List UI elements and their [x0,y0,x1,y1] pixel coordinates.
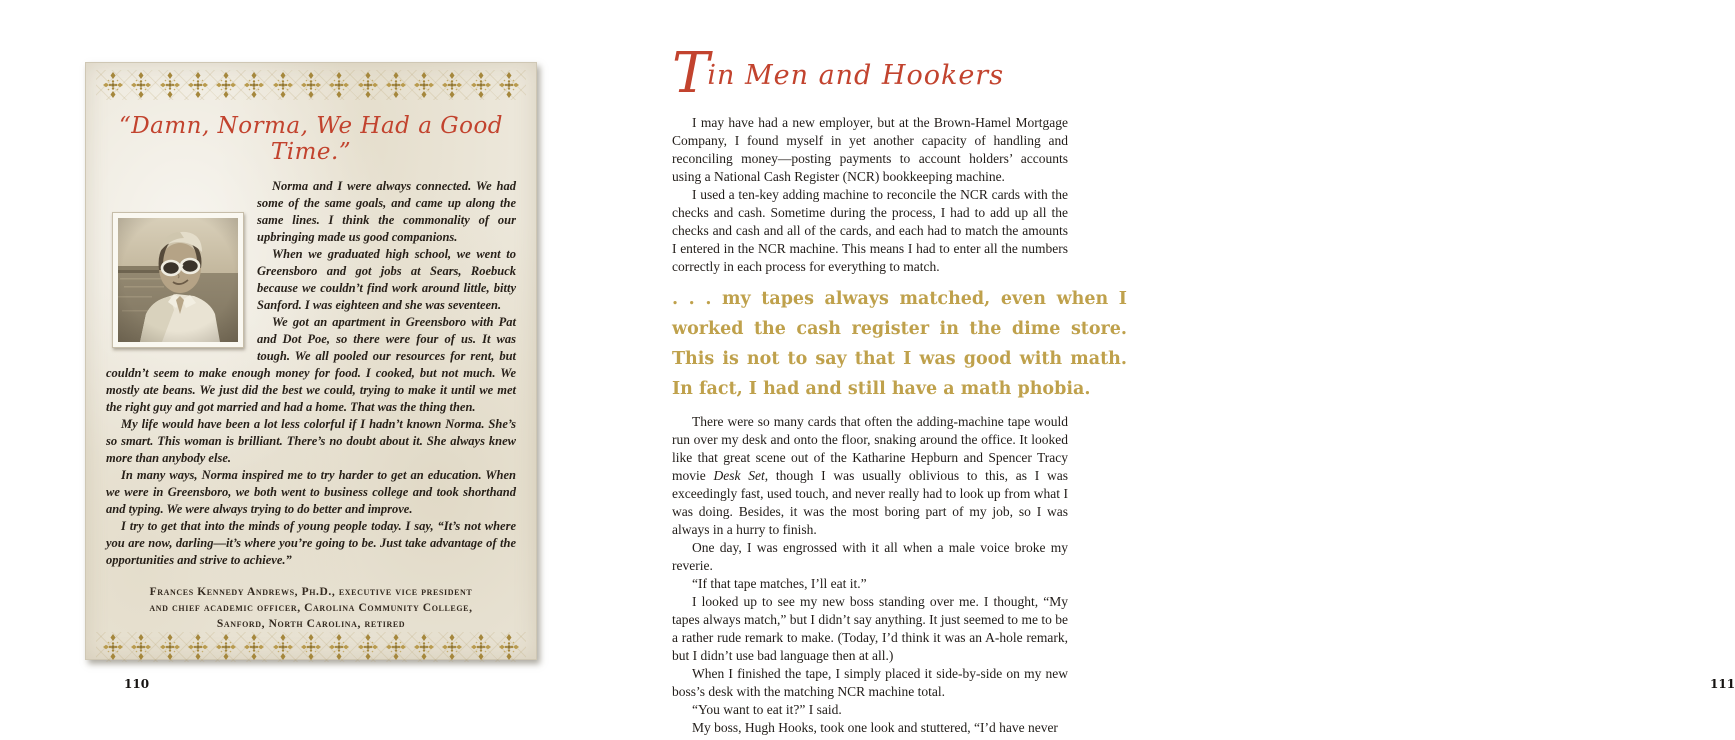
page-number-right: 111 [1710,677,1735,691]
quote-body [106,178,516,632]
quote-paragraph: My life would have been a lot less colorful if I hadn’t known Norma. She’s so smart. This woman is brilliant. There’s no doubt about it. She always knew more than anybody else. [106,417,516,465]
body-paragraph: When I finished the tape, I simply placed it side-by-side on my new boss’s desk with the matching NCR machine total. [672,666,1068,699]
diamond-cross-ornament-icon [356,632,380,662]
diamond-cross-ornament-icon [412,632,436,662]
diamond-cross-ornament-icon [412,70,436,100]
body-paragraph-desk-set [672,413,1068,539]
quote-paragraph: When we graduated high school, we went to Greensboro and got jobs at Sears, Roebuck because we couldn’t find work around little, bitty Sanford. I was eighteen and she was seventeen. [257,247,516,312]
quote-attribution [106,584,516,632]
body-paragraph: “You want to eat it?” I said. [692,702,842,717]
body-paragraph: I looked up to see my new boss standing over me. I thought, “My tapes always match,” but I didn’t say anything. It just seemed to me to be a rather rude remark to make. (Today, I’d think it was an A-hole remark, but I didn’t use bad language then at all.) [672,594,1068,663]
diamond-cross-ornament-icon [186,70,210,100]
diamond-cross-ornament-icon [440,632,464,662]
diamond-cross-ornament-icon [299,70,323,100]
attribution-line: and chief academic officer, Carolina Community College, [149,602,473,614]
diamond-cross-ornament-icon [384,632,408,662]
diamond-cross-ornament-icon [214,70,238,100]
diamond-cross-ornament-icon [440,70,464,100]
chapter-title-text: in Men and Hookers [707,60,1005,91]
ornament-border-bottom [96,632,526,662]
page-number-left: 110 [124,677,150,691]
quote-paragraph: In many ways, Norma inspired me to try harder to get an education. When we were in Greensboro, we both went to business college and took shorthand and typing. We were always trying to do better and improve. [106,468,516,516]
diamond-cross-ornament-icon [271,632,295,662]
right-page [600,0,1735,740]
paragraph-segment: There were so many cards that often the adding-machine tape would run over my desk and onto the floor, snaking around the office. It looked like that great scene out of the Katharine Hepburn and Spencer Tracy movie [672,414,1068,483]
left-page [0,0,600,740]
chapter-body [672,114,1127,737]
diamond-cross-ornament-icon [469,632,493,662]
diamond-cross-ornament-icon [129,632,153,662]
movie-title-italic: Desk Set [713,468,765,483]
body-paragraph: I used a ten-key adding machine to reconcile the NCR cards with the checks and cash. Sometime during the process, I had to add up all the checks and cash and all of the cards, and each had to match the amounts I entered in the NCR machine. This means I had to enter all the numbers correctly in each process for everything to match. [672,187,1068,274]
diamond-cross-ornament-icon [327,632,351,662]
quote-title: “Damn, Norma, We Had a Good Time.” [118,113,504,165]
pull-quote: . . . my tapes always matched, even when I worked the cash register in the dime store. This is not to say that I was good with math. In fact, I had and still have a math phobia. [672,289,1127,399]
ornament-border-top [96,70,526,100]
diamond-cross-ornament-icon [101,632,125,662]
diamond-cross-ornament-icon [158,70,182,100]
chapter-column [672,41,1127,737]
body-paragraph: “If that tape matches, I’ll eat it.” [692,576,867,591]
chapter-drop-initial: T [672,41,708,106]
diamond-cross-ornament-icon [327,70,351,100]
testimonial-quote-box [85,62,537,660]
diamond-cross-ornament-icon [129,70,153,100]
diamond-cross-ornament-icon [356,70,380,100]
chapter-title [672,41,1068,106]
diamond-cross-ornament-icon [497,70,521,100]
paragraph-segment: , though I was usually oblivious to this, as I was exceedingly fast, used touch, and never really had to look up from what I was doing. Besides, it was the most boring part of my job, so I was always in a hurry to finish. [672,468,1068,537]
diamond-cross-ornament-icon [299,632,323,662]
quote-content [86,100,536,632]
body-paragraph: My boss, Hugh Hooks, took one look and stuttered, “I’d have never [692,720,1058,735]
diamond-cross-ornament-icon [242,632,266,662]
diamond-cross-ornament-icon [214,632,238,662]
diamond-cross-ornament-icon [497,632,521,662]
diamond-cross-ornament-icon [271,70,295,100]
attribution-line: Frances Kennedy Andrews, Ph.D., executive vice president [149,586,473,598]
body-paragraph: I may have had a new employer, but at the Brown-Hamel Mortgage Company, I found myself in yet another capacity of handling and reconciling money—posting payments to account holders’ accounts using a National Cash Register (NCR) bookkeeping machine. [672,115,1068,184]
diamond-cross-ornament-icon [242,70,266,100]
sepia-portrait-image [118,218,238,342]
quote-paragraph: Norma and I were always connected. We had some of the same goals, and came up along the same lines. I think the commonality of our upbringing made us good companions. [257,179,516,244]
diamond-cross-ornament-icon [384,70,408,100]
diamond-cross-ornament-icon [469,70,493,100]
quote-paragraph: We got an apartment in Greensboro with Pat and Dot Poe, so there were four of us. It was tough. We all pooled our resources for rent, but couldn’t seem to make enough money for food. I cooked, but not much. We mostly ate beans. We just did the best we could, trying to make it until we met the right guy and got married and had a home. That was the thing then. [106,315,516,414]
diamond-cross-ornament-icon [101,70,125,100]
diamond-cross-ornament-icon [186,632,210,662]
diamond-cross-ornament-icon [158,632,182,662]
attribution-line: Sanford, North Carolina, retired [216,618,406,630]
portrait-photo [112,212,244,348]
body-paragraph: One day, I was engrossed with it all when a male voice broke my reverie. [672,540,1068,573]
quote-paragraph: I try to get that into the minds of young people today. I say, “It’s not where you are now, darling—it’s where you’re going to be. Just take advantage of the opportunities and strive to achieve.” [106,519,516,567]
